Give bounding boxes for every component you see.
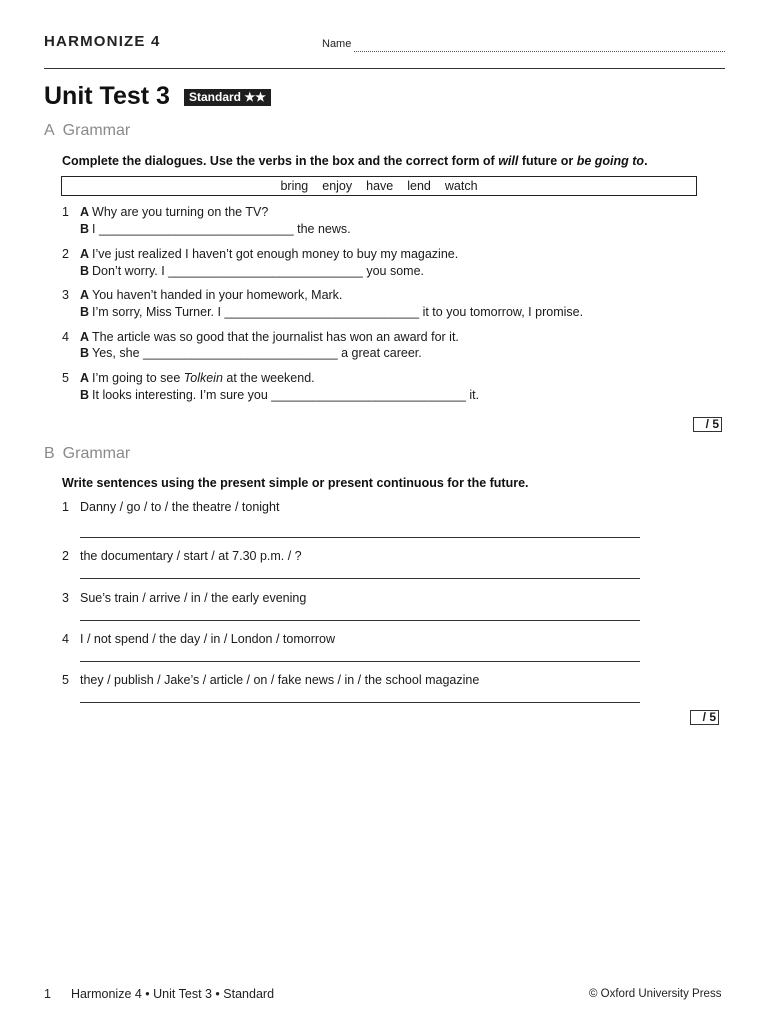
dialogue-line-b[interactable] [80, 222, 351, 236]
section-a-instruction [62, 154, 648, 168]
dialogue-text: I’m sorry, Miss Turner. I ____________________________ it to you tomorrow, I promise. [92, 305, 584, 319]
item-number: 4 [62, 632, 69, 646]
instruction-text: Complete the dialogues. Use the verbs in the box and the correct form of [62, 154, 499, 168]
item-number: 1 [62, 205, 69, 219]
page-number: 1 [44, 987, 51, 1001]
answer-line[interactable] [80, 537, 640, 538]
item-number: 1 [62, 500, 69, 514]
dialogue-line-a [80, 247, 458, 261]
dialogue-text: Why are you turning on the TV? [92, 205, 269, 219]
dialogue-text: I ____________________________ the news. [92, 222, 351, 236]
dialogue-text: Don’t worry. I ____________________________ you some. [92, 264, 424, 278]
dialogue-text: I’ve just realized I haven’t got enough money to buy my magazine. [92, 247, 459, 261]
word-box-item: enjoy [322, 179, 353, 193]
sentence-prompt: Sue’s train / arrive / in / the early evening [80, 591, 307, 605]
dialogue-line-b[interactable] [80, 388, 479, 402]
instruction-emphasis: be going to [576, 154, 645, 168]
word-box-item: bring [280, 179, 309, 193]
speaker-label: A [80, 288, 90, 302]
dialogue-emphasis: Tolkein [183, 371, 223, 385]
item-number: 3 [62, 288, 69, 302]
speaker-label: A [80, 330, 90, 344]
footer-info [44, 987, 274, 1001]
dialogue-line-a [80, 371, 315, 385]
dialogue-text: at the weekend. [222, 371, 315, 385]
header-divider [44, 68, 725, 69]
section-letter: A [44, 122, 55, 139]
answer-line[interactable] [80, 620, 640, 621]
sentence-prompt: they / publish / Jake’s / article / on / fake news / in / the school magazine [80, 673, 480, 687]
brand-logo: HARMONIZE 4 [44, 33, 161, 50]
dialogue-text: The article was so good that the journalist has won an award for it. [92, 330, 459, 344]
score-box[interactable]: / 5 [690, 710, 719, 725]
sentence-prompt: the documentary / start / at 7.30 p.m. / ? [80, 549, 302, 563]
dialogue-line-b[interactable] [80, 305, 583, 319]
sentence-prompt: I / not spend / the day / in / London / tomorrow [80, 632, 336, 646]
speaker-label: B [80, 388, 90, 402]
instruction-text: . [644, 154, 648, 168]
dialogue-line-a [80, 205, 268, 219]
dialogue-line-b[interactable] [80, 264, 424, 278]
answer-line[interactable] [80, 661, 640, 662]
level-badge: Standard ★★ [184, 89, 271, 106]
word-box-item: lend [407, 179, 431, 193]
speaker-label: B [80, 346, 90, 360]
item-number: 2 [62, 549, 69, 563]
item-number: 2 [62, 247, 69, 261]
speaker-label: B [80, 264, 90, 278]
dialogue-line-a [80, 288, 342, 302]
dialogue-text: You haven’t handed in your homework, Mark. [92, 288, 343, 302]
speaker-label: B [80, 222, 90, 236]
section-b-heading [44, 445, 130, 463]
section-title: Grammar [62, 122, 131, 139]
sentence-prompt: Danny / go / to / the theatre / tonight [80, 500, 280, 514]
speaker-label: A [80, 205, 90, 219]
copyright: © Oxford University Press [589, 988, 722, 1000]
speaker-label: A [80, 371, 90, 385]
score-box[interactable]: / 5 [693, 417, 722, 432]
dialogue-line-a [80, 330, 459, 344]
page-title: Unit Test 3 [44, 82, 170, 110]
word-box [61, 176, 697, 196]
answer-line[interactable] [80, 702, 640, 703]
item-number: 5 [62, 673, 69, 687]
dialogue-line-b[interactable] [80, 346, 422, 360]
dialogue-text: It looks interesting. I’m sure you ____________________________ it. [92, 388, 480, 402]
name-label: Name [322, 38, 352, 50]
footer-title: Harmonize 4 • Unit Test 3 • Standard [70, 987, 275, 1001]
item-number: 4 [62, 330, 69, 344]
speaker-label: B [80, 305, 90, 319]
section-a-heading [44, 122, 130, 140]
dialogue-text: I’m going to see [92, 371, 184, 385]
section-b-instruction: Write sentences using the present simple or present continuous for the future. [62, 476, 529, 490]
section-letter: B [44, 445, 55, 462]
word-box-item: have [366, 179, 394, 193]
instruction-text: future or [518, 154, 577, 168]
speaker-label: A [80, 247, 90, 261]
section-title: Grammar [62, 445, 131, 462]
item-number: 3 [62, 591, 69, 605]
name-field[interactable] [354, 51, 725, 52]
answer-line[interactable] [80, 578, 640, 579]
item-number: 5 [62, 371, 69, 385]
dialogue-text: Yes, she ____________________________ a great career. [92, 346, 422, 360]
word-box-item: watch [444, 179, 478, 193]
instruction-emphasis: will [498, 154, 519, 168]
